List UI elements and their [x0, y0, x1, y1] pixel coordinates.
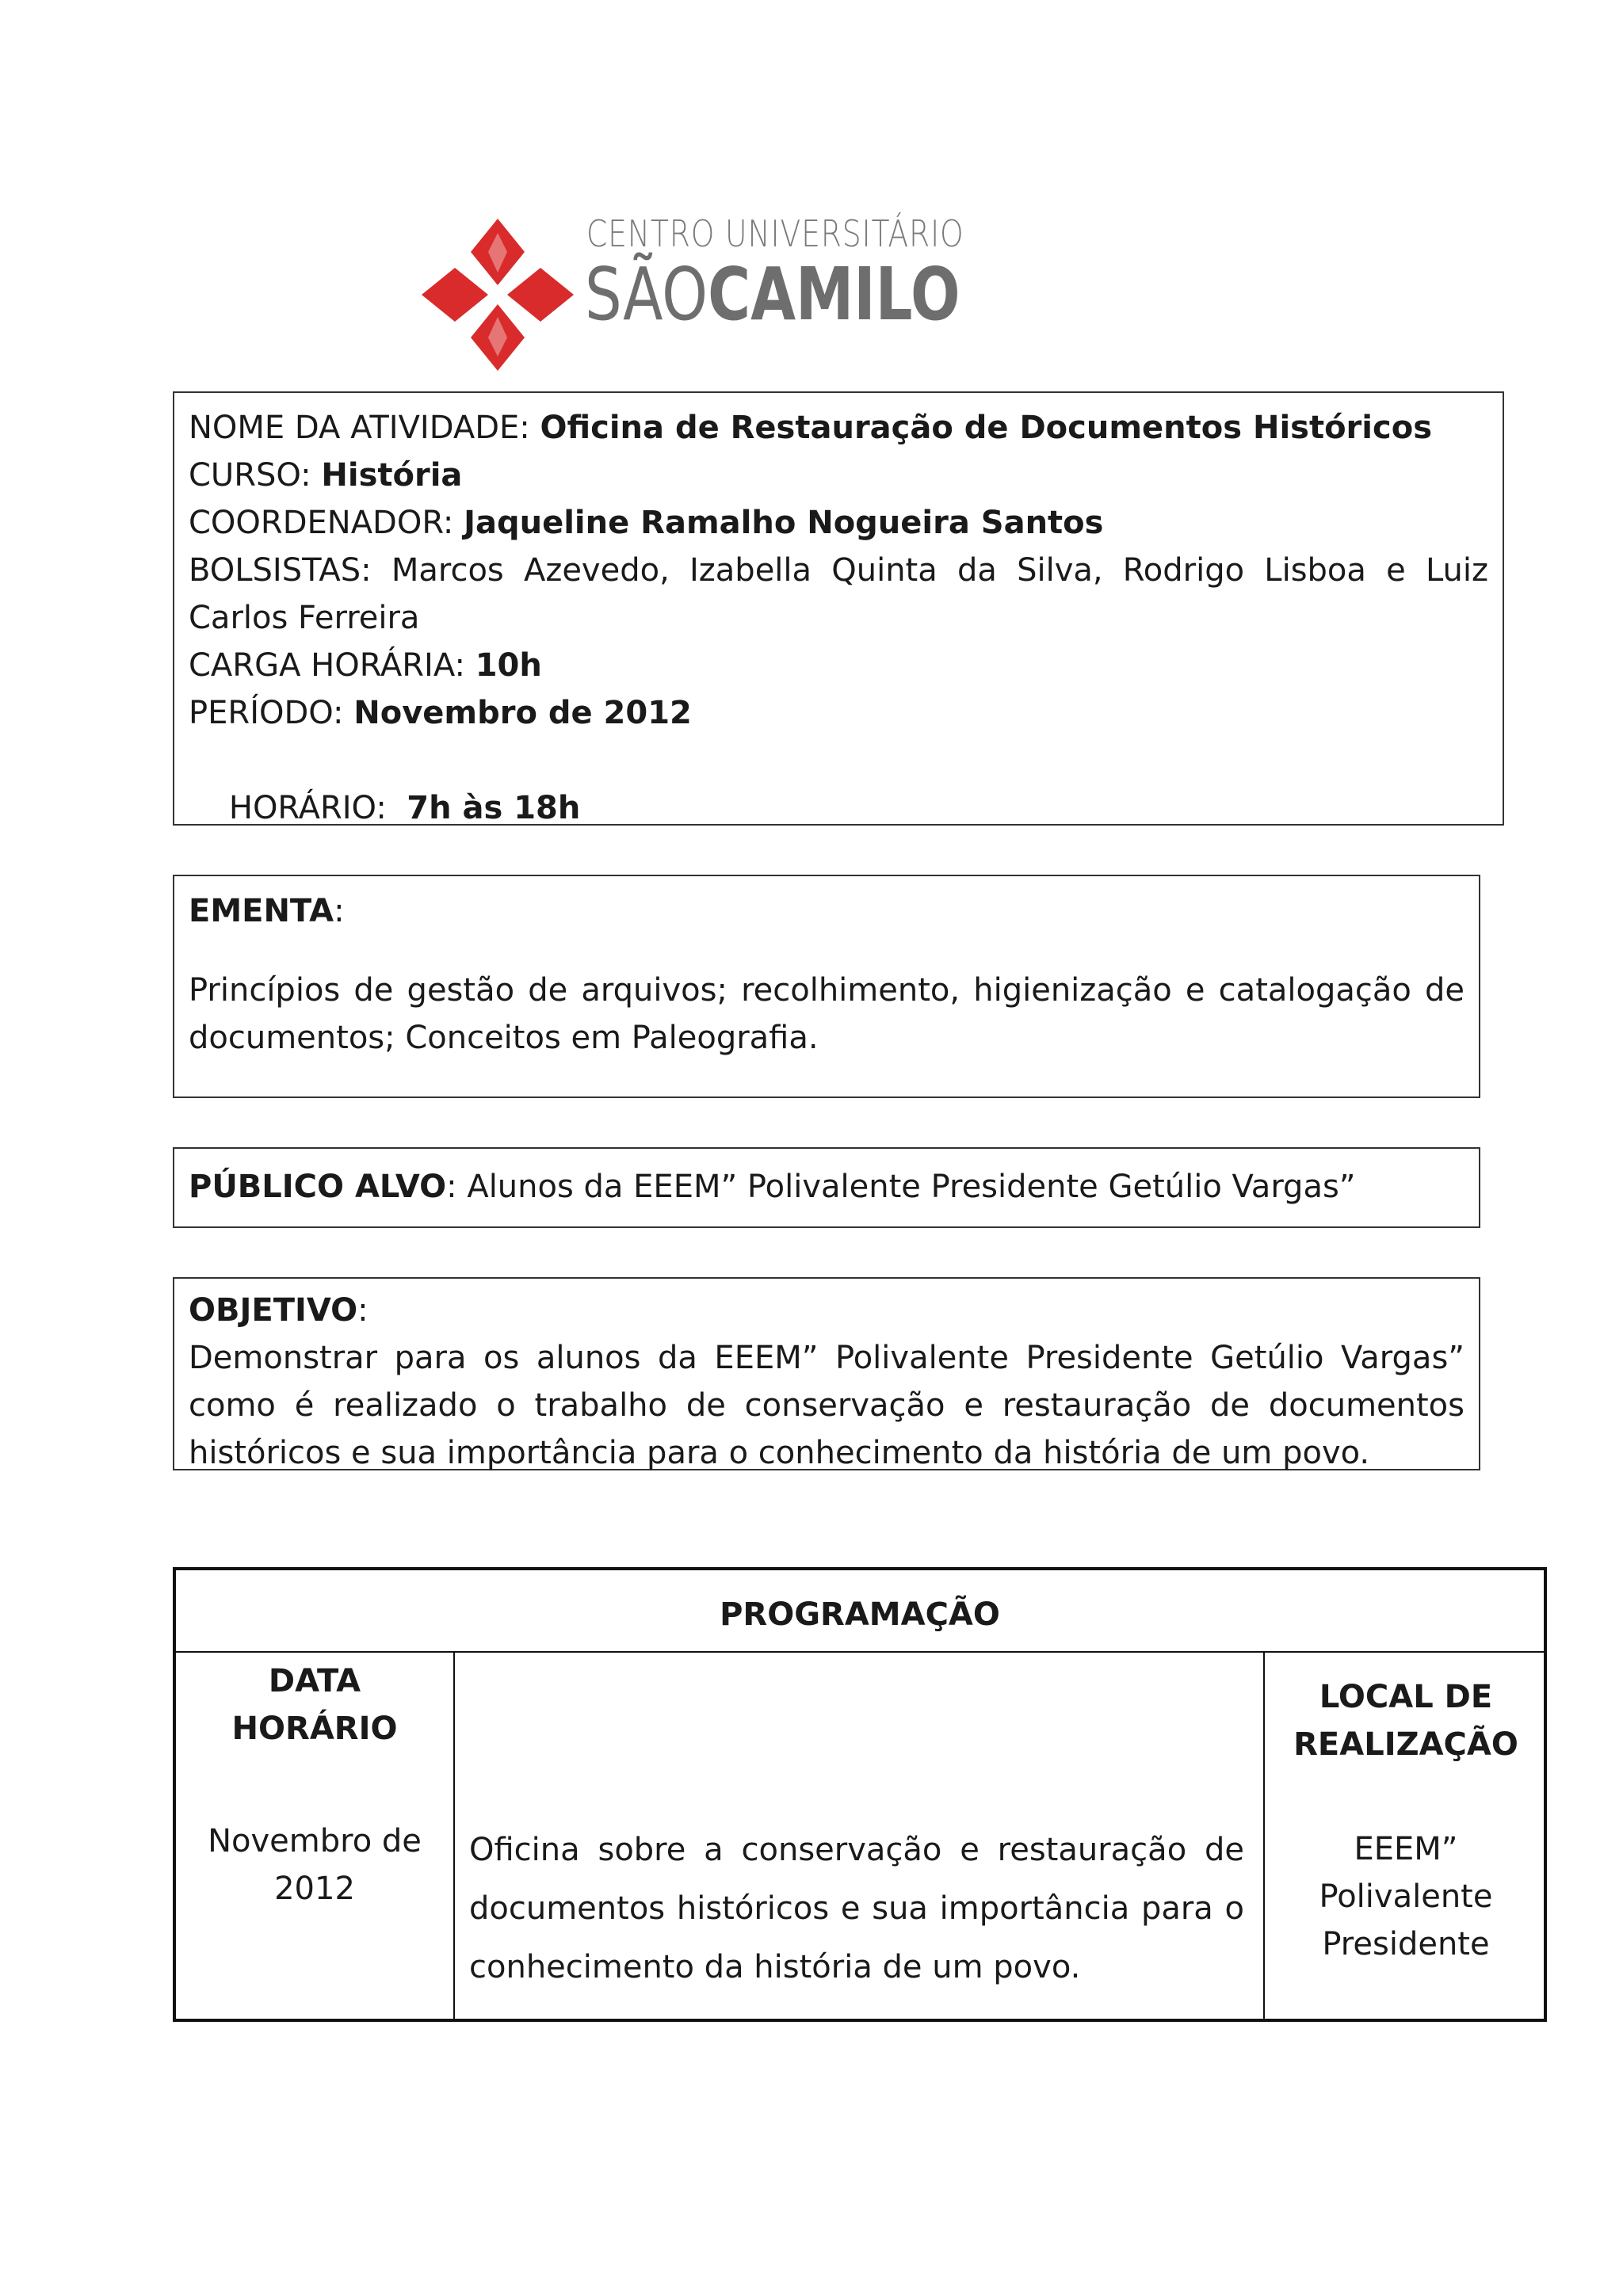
ementa-colon: :: [334, 893, 345, 929]
ementa-label: EMENTA: [189, 893, 334, 929]
periodo-value: Novembro de 2012: [353, 695, 692, 731]
local-header-2: REALIZAÇÃO: [1293, 1726, 1518, 1763]
local-line-3: Presidente: [1322, 1926, 1490, 1962]
logo-camilo: CAMILO: [708, 252, 960, 337]
carga-value: 10h: [475, 647, 542, 684]
bolsistas: BOLSISTAS: Marcos Azevedo, Izabella Quinta da Silva, Rodrigo Lisboa e Luiz Carlos Ferreira: [189, 552, 1488, 636]
objetivo-colon: :: [357, 1292, 369, 1329]
horario-value: 7h às 18h: [407, 790, 581, 826]
logo-line-1: CENTRO UNIVERSITÁRIO: [586, 212, 964, 255]
activity-info-box: [173, 391, 1504, 826]
coordenador: [189, 499, 1488, 547]
nome-atividade: [189, 404, 1488, 452]
nome-value: Oficina de Restauração de Documentos Históricos: [540, 410, 1432, 446]
ementa-heading: [189, 887, 1465, 935]
ementa-text: Princípios de gestão de arquivos; recolhimento, higienização e catalogação de documentos; Conceitos em Paleografia.: [189, 972, 1465, 1056]
publico-text: : Alunos da EEEM” Polivalente Presidente Getúlio Vargas”: [446, 1169, 1356, 1205]
date-line-2: 2012: [274, 1871, 355, 1907]
local-header-1: LOCAL DE: [1319, 1679, 1493, 1715]
objetivo-label: OBJETIVO: [189, 1292, 358, 1329]
data-horario-column: [176, 1653, 453, 2022]
publico-label: PÚBLICO ALVO: [189, 1169, 447, 1205]
programacao-title: PROGRAMAÇÃO: [176, 1570, 1544, 1653]
carga-label: CARGA HORÁRIA:: [189, 647, 475, 684]
publico-alvo-box: [173, 1147, 1480, 1228]
horario-label: HORÁRIO:: [228, 790, 407, 826]
carga-horaria: [189, 642, 1488, 689]
programacao-description: Oficina sobre a conservação e restauração de documentos históricos e sua importância para o conhecimento da história de um povo.: [469, 1832, 1244, 1985]
publico-alvo: [189, 1163, 1465, 1211]
coord-label: COORDENADOR:: [189, 505, 464, 541]
periodo-label: PERÍODO:: [189, 695, 354, 731]
ementa-box: [173, 875, 1480, 1098]
nome-label: NOME DA ATIVIDADE:: [189, 410, 540, 446]
sao-camilo-cross-icon: [420, 217, 575, 372]
data-header: DATA: [268, 1663, 361, 1699]
local-column: [1265, 1653, 1547, 2022]
description-column: [455, 1653, 1263, 2022]
curso-value: História: [321, 457, 463, 494]
sao-camilo-logo: [420, 212, 964, 379]
horario-header: HORÁRIO: [231, 1711, 398, 1747]
logo-sao: SÃO: [585, 252, 708, 337]
objetivo-text: Demonstrar para os alunos da EEEM” Polivalente Presidente Getúlio Vargas” como é realizado o trabalho de conservação e restauração de documentos históricos e sua importância para o conhecimento da história de um povo.: [189, 1340, 1465, 1471]
logo-line-2: [585, 252, 960, 337]
coord-value: Jaqueline Ramalho Nogueira Santos: [464, 505, 1104, 541]
objetivo-heading: [189, 1287, 1465, 1334]
objetivo-box: [173, 1277, 1480, 1470]
programacao-table: [173, 1567, 1547, 2022]
periodo: [189, 689, 1488, 737]
curso-label: CURSO:: [189, 457, 322, 494]
horario: [189, 737, 1488, 879]
curso: [189, 452, 1488, 499]
date-line-1: Novembro de: [208, 1823, 422, 1859]
local-line-1: EEEM”: [1354, 1831, 1458, 1867]
local-line-2: Polivalente: [1319, 1878, 1493, 1915]
